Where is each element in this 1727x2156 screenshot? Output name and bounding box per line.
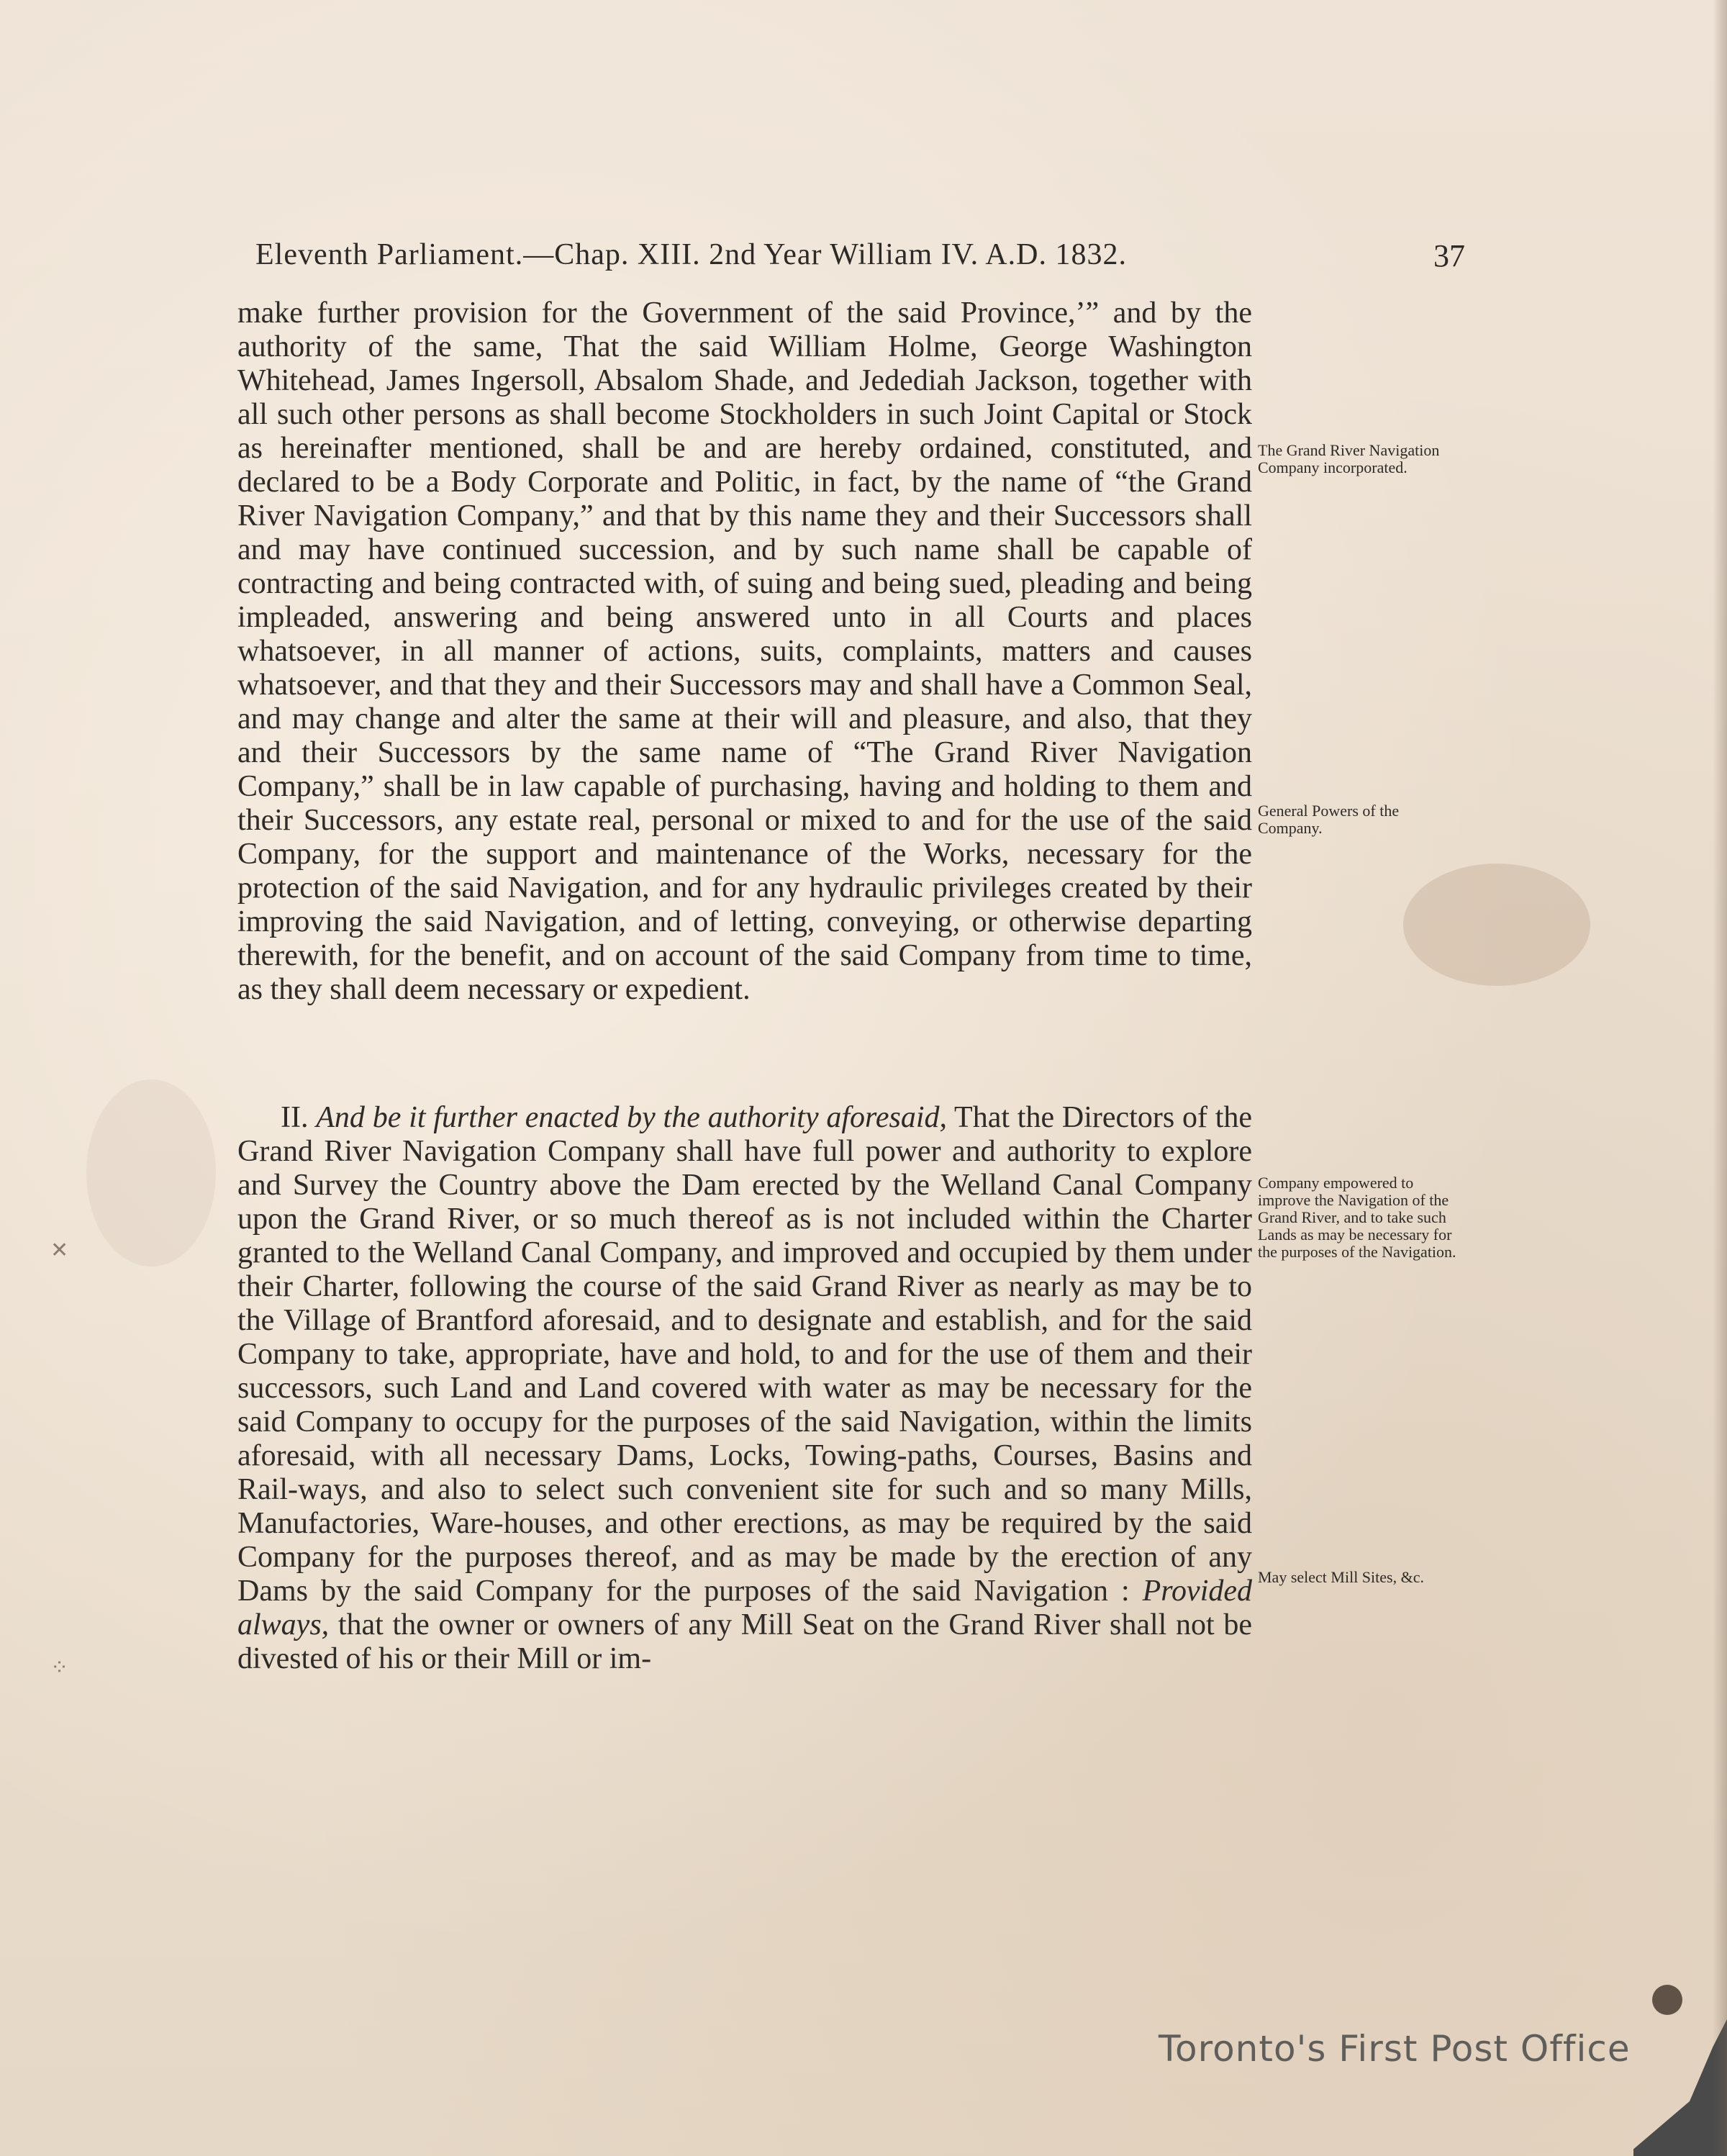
page-number: 37 <box>1433 238 1465 273</box>
margin-note-mill-sites: May select Mill Sites, &c. <box>1258 1568 1424 1586</box>
page-edge-shadow <box>1713 0 1727 2156</box>
section-ii <box>237 1101 1252 1676</box>
paper-stain <box>1403 864 1590 986</box>
paragraph-1 <box>237 296 1252 1007</box>
running-header: Eleventh Parliament.—Chap. XIII. 2nd Year William IV. A.D. 1832. <box>255 238 1127 271</box>
watermark: Toronto's First Post Office <box>1159 2028 1631 2070</box>
section-ii-text: That the Directors of the Grand River Navigation Company shall have full power and authority to explore and Survey the Country above the Dam erected by the Welland Canal Company upon the Grand River, or so much thereof as is not included within the Charter granted to the Welland Canal Company, and improved and occupied by them under their Charter, following the course of the said Grand River as nearly as may be to the Village of Brantford aforesaid, and to designate and establish, and for the said Company to take, appropriate, have and hold, to and for the use of them and their successors, such Land and Land covered with water as may be necessary for the said Company to occupy for the purposes of the said Navigation, within the limits aforesaid, with all necessary Dams, Locks, Towing-paths, Courses, Basins and Rail-ways, and also to select such convenient site for such and so many Mills, Manufactories, Ware-houses, and other erections, as may be required by the said Company for the purposes thereof, and as may be made by the erection of any Dams by the said Company for the purposes of the said Navigation : <box>237 1101 1253 1608</box>
binding-mark: ✕ <box>50 1238 69 1263</box>
ink-spot <box>1652 1985 1682 2015</box>
proviso-label: Provided always, <box>237 1575 1253 1641</box>
margin-note-navigation: Company empowered to improve the Navigation of the Grand River, and to take such Lands as may be necessary for the purposes of the Navigation. <box>1258 1174 1456 1261</box>
margin-note-incorporated: The Grand River Navigation Company incorporated. <box>1258 441 1440 476</box>
margin-note-general-powers: General Powers of the Company. <box>1258 802 1400 837</box>
binding-mark: ⁘ <box>50 1655 69 1680</box>
proviso-text: that the owner or owners of any Mill Seat on the Grand River shall not be divested of his or their Mill or im- <box>237 1608 1253 1675</box>
enacting-clause: And be it further enacted by the authority aforesaid, <box>316 1101 948 1134</box>
section-number: II. <box>281 1101 309 1134</box>
paragraph-1-text: make further provision for the Government of the said Province,’” and by the authority of the same, That the said William Holme, George Washington Whitehead, James Ingersoll, Absalom Shade, and Jedediah Jackson, together with all such other persons as shall become Stockholders in such Joint Capital or Stock as hereinafter mentioned, shall be and are hereby ordained, constituted, and declared to be a Body Corporate and Politic, in fact, by the name of “the Grand River Navigation Company,” and that by this name they and their Successors shall and may have continued succession, and by such name shall be capable of contracting and being contracted with, of suing and being sued, pleading and being impleaded, answering and being answered unto in all Courts and places whatsoever, in all manner of actions, suits, complaints, matters and causes whatsoever, and that they and their Successors may and shall have a Common Seal, and may change and alter the same at their will and pleasure, and also, that they and their Successors by the same name of “The Grand River Navigation Company,” shall be in law capable of purchasing, having and holding to them and their Successors, any estate real, personal or mixed to and for the use of the said Company, for the support and maintenance of the Works, necessary for the protection of the said Navigation, and for any hydraulic privileges created by their improving the said Navigation, and of letting, conveying, or otherwise departing therewith, for the benefit, and on account of the said Company from time to time, as they shall deem necessary or expedient. <box>237 296 1252 1006</box>
paper-stain <box>86 1079 216 1267</box>
